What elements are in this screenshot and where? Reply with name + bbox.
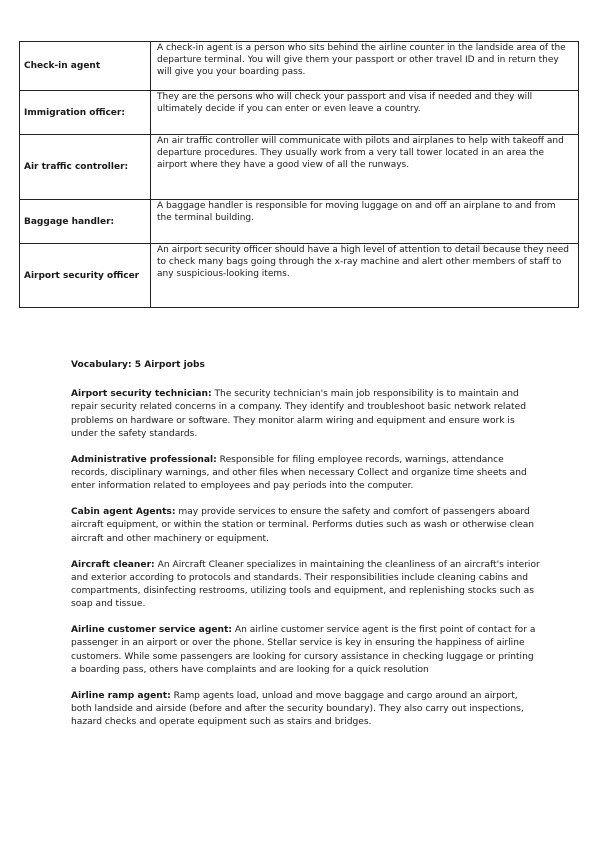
vocabulary-title: Vocabulary: 5 Airport jobs: [71, 360, 205, 370]
vocabulary-definition: The security technician's main job responsibility is to maintain and repair security related concerns in a company. They identify and troubleshoot basic network related problems on hardware or software. They monitor alarm wiring and equipment and ensure work is under the safety standards.: [71, 389, 526, 439]
table-row: [20, 200, 579, 244]
vocabulary-term: Administrative professional:: [71, 454, 217, 465]
table-row: [20, 135, 579, 200]
vocabulary-definition: Ramp agents load, unload and move baggage and cargo around an airport, both landside and airside (before and after the security boundary). They also carry out inspections, hazard checks and operate equipment such as stairs and bridges.: [71, 690, 524, 728]
airport-jobs-table: [19, 41, 579, 308]
vocabulary-definition: An airline customer service agent is the first point of contact for a passenger in an airport or over the phone. Stellar service is key in ensuring the happiness of airline customers. While some passengers are looking for cursory assistance in checking luggage or printing a boarding pass, others have complaints and are looking for a quick resolution: [71, 625, 536, 675]
table-row: [20, 42, 579, 91]
vocabulary-section: [71, 359, 541, 742]
vocabulary-term: Airport security technician:: [71, 389, 212, 400]
vocabulary-term: Airline customer service agent:: [71, 625, 232, 636]
vocabulary-entry: [71, 559, 541, 612]
job-definition: A baggage handler is responsible for moving luggage on and off an airplane to and from the terminal building.: [151, 200, 579, 244]
job-definition: They are the persons who will check your passport and visa if needed and they will ultimately decide if you can enter or even leave a country.: [151, 91, 579, 135]
job-definition: An airport security officer should have a high level of attention to detail because they need to check many bags going through the x-ray machine and alert other members of staff to any suspicious-looking items.: [151, 244, 579, 308]
table-row: [20, 244, 579, 308]
vocabulary-definition: Responsible for filing employee records, warnings, attendance records, disciplinary warnings, and other files when necessary Collect and organize time sheets and enter information related to employees and pay periods into the computer.: [71, 454, 527, 492]
job-term: Immigration officer:: [20, 91, 151, 135]
vocabulary-definition: An Aircraft Cleaner specializes in maintaining the cleanliness of an aircraft's interior and exterior according to protocols and standards. Their responsibilities include cleaning cabins and compartments, disinfecting restrooms, utilizing tools and equipment, and replenishing stocks such as soap and tissue.: [71, 559, 540, 610]
vocabulary-entry: [71, 454, 541, 494]
vocabulary-entry: [71, 624, 541, 677]
table-row: [20, 91, 579, 135]
job-term: Check-in agent: [20, 42, 151, 91]
vocabulary-term: Cabin agent Agents:: [71, 507, 176, 518]
job-term: Baggage handler:: [20, 200, 151, 244]
job-term: Air traffic controller:: [20, 135, 151, 200]
vocabulary-entry: [71, 690, 541, 730]
vocabulary-definition: may provide services to ensure the safety and comfort of passengers aboard aircraft equipment, or within the station or terminal. Performs duties such as wash or otherwise clean aircraft and other machinery or equipment.: [71, 507, 535, 544]
vocabulary-entry: [71, 506, 541, 546]
job-term: Airport security officer: [20, 244, 151, 308]
vocabulary-term: Airline ramp agent:: [71, 690, 171, 701]
job-definition: A check-in agent is a person who sits behind the airline counter in the landside area of the departure terminal. You will give them your passport or other travel ID and in return they will give you your boarding pass.: [151, 42, 579, 91]
job-definition: An air traffic controller will communicate with pilots and airplanes to help with takeoff and departure procedures. They usually work from a very tall tower located in an area the airport where they have a good view of all the runways.: [151, 135, 579, 200]
vocabulary-term: Aircraft cleaner:: [71, 559, 155, 570]
vocabulary-entry: [71, 388, 541, 441]
